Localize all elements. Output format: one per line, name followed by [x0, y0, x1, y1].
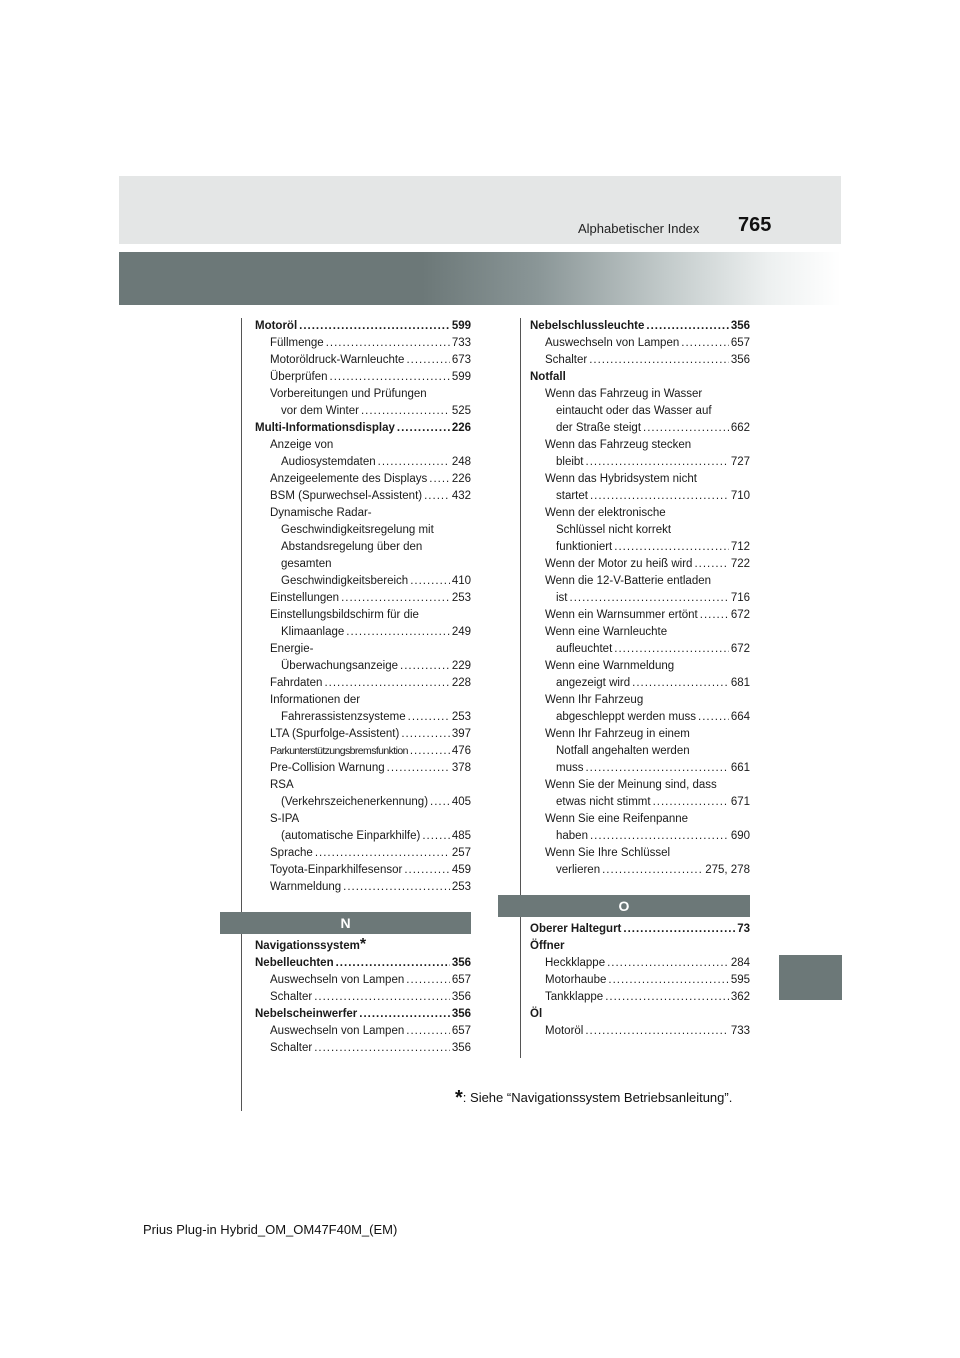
- index-entry: [530, 811, 750, 828]
- index-entry: [255, 437, 471, 454]
- index-entry: [255, 522, 471, 539]
- index-entry: [255, 862, 471, 879]
- footnote-text: : Siehe “Navigationssystem Betriebsanleitung”.: [462, 1090, 733, 1105]
- index-entry-page: 657: [451, 1025, 471, 1037]
- index-entry-text: Nebelleuchten: [255, 957, 334, 969]
- index-entry: [530, 352, 750, 369]
- index-entry: [530, 743, 750, 760]
- index-entry-text: Einstellungen: [270, 592, 340, 604]
- index-entry-text: Wenn der Motor zu heiß wird: [545, 558, 693, 570]
- index-entry: [255, 505, 471, 522]
- index-entry-text: Überwachungsanzeige: [281, 660, 398, 672]
- index-entry: [255, 743, 471, 760]
- index-entry-text: Geschwindigkeitsregelung mit: [281, 524, 434, 536]
- index-entry: [530, 420, 750, 437]
- index-entry: [530, 471, 750, 488]
- index-entry: [530, 318, 750, 335]
- index-entry-text: Wenn der elektronische: [545, 507, 666, 519]
- index-entry: [255, 539, 471, 556]
- index-entry: [530, 938, 750, 955]
- index-entry: [255, 811, 471, 828]
- index-entry: [255, 794, 471, 811]
- index-entry-page: 226: [451, 422, 471, 434]
- index-entry: [530, 641, 750, 658]
- index-entry-text: ist: [556, 592, 568, 604]
- dot-leader: [378, 454, 450, 471]
- index-entry-text: Wenn eine Warnmeldung: [545, 660, 675, 672]
- index-entry-page: 673: [451, 354, 471, 366]
- index-entry-text: Schalter: [270, 1042, 313, 1054]
- index-entry-page: 362: [730, 991, 750, 1003]
- dot-leader: [608, 972, 728, 989]
- dot-leader: [397, 420, 450, 437]
- index-entry: [255, 454, 471, 471]
- index-entry-page: 712: [730, 541, 750, 553]
- index-column-left-bottom: [255, 938, 471, 1057]
- index-entry-page: 356: [730, 320, 750, 332]
- index-entry: [530, 573, 750, 590]
- index-entry-page: 356: [451, 957, 471, 969]
- dot-leader: [361, 403, 450, 420]
- index-entry-page: 485: [451, 830, 471, 842]
- index-column-left-top: [255, 318, 471, 896]
- index-entry-page: 356: [451, 1042, 471, 1054]
- index-entry: [255, 777, 471, 794]
- index-entry-page: 253: [451, 592, 471, 604]
- dot-leader: [643, 420, 729, 437]
- index-entry-text: abgeschleppt werden muss: [556, 711, 696, 723]
- index-entry-text: (automatische Einparkhilfe): [281, 830, 421, 842]
- dot-leader: [359, 1006, 450, 1023]
- dot-leader: [632, 675, 729, 692]
- section-header-n: N: [220, 912, 471, 934]
- column-divider-middle: [520, 318, 521, 1058]
- index-entry: [530, 709, 750, 726]
- dot-leader: [401, 726, 449, 743]
- index-entry: [255, 386, 471, 403]
- index-entry-text: Pre-Collision Warnung: [270, 762, 385, 774]
- index-entry-text: Anzeige von: [270, 439, 334, 451]
- index-entry-text: Einstellungsbildschirm für die: [270, 609, 419, 621]
- index-entry: [530, 726, 750, 743]
- index-entry-navigationssystem: Navigationssystem *: [255, 936, 367, 953]
- dot-leader: [614, 539, 729, 556]
- index-column-right-top: [530, 318, 750, 879]
- index-entry-text: Wenn Ihr Fahrzeug: [545, 694, 644, 706]
- index-entry: [530, 369, 750, 386]
- index-entry-page: 727: [730, 456, 750, 468]
- index-entry-text: Notfall angehalten werden: [556, 745, 690, 757]
- index-entry-page: 356: [730, 354, 750, 366]
- index-entry-page: 228: [451, 677, 471, 689]
- index-entry-page: 599: [451, 320, 471, 332]
- index-entry-text: angezeigt wird: [556, 677, 631, 689]
- index-entry: [530, 454, 750, 471]
- index-entry-page: 671: [730, 796, 750, 808]
- index-entry-page: 73: [737, 923, 750, 935]
- index-entry: [255, 1023, 471, 1040]
- index-entry-text: Anzeigeelemente des Displays: [270, 473, 428, 485]
- index-entry: [255, 641, 471, 658]
- index-entry-text: Wenn Sie Ihre Schlüssel: [545, 847, 671, 859]
- dot-leader: [623, 921, 735, 938]
- index-entry: [255, 607, 471, 624]
- index-entry-page: 459: [451, 864, 471, 876]
- index-entry: [530, 845, 750, 862]
- index-entry: [530, 1023, 750, 1040]
- index-entry-text: Schalter: [270, 991, 313, 1003]
- index-entry-page: 410: [451, 575, 471, 587]
- index-entry: [255, 556, 471, 573]
- index-entry-page: 716: [730, 592, 750, 604]
- index-entry-text: Heckklappe: [545, 957, 606, 969]
- index-entry-text: Wenn das Hybridsystem nicht: [545, 473, 697, 485]
- index-entry-page: 476: [451, 745, 471, 757]
- index-entry: [255, 1040, 471, 1057]
- dot-leader: [589, 352, 729, 369]
- index-entry-page: 722: [730, 558, 750, 570]
- index-entry-text: gesamten: [281, 558, 332, 570]
- index-column-right-bottom: [530, 921, 750, 1040]
- dot-leader: [387, 760, 450, 777]
- index-entry-text: Oberer Haltegurt: [530, 923, 622, 935]
- index-entry-text: Klimaanlage: [281, 626, 345, 638]
- index-entry-text: LTA (Spurfolge-Assistent): [270, 728, 400, 740]
- dot-leader: [614, 641, 729, 658]
- dot-leader: [410, 573, 450, 590]
- index-entry: [530, 921, 750, 938]
- dot-leader: [700, 607, 729, 624]
- index-entry-text: aufleuchtet: [556, 643, 613, 655]
- index-entry-text: BSM (Spurwechsel-Assistent): [270, 490, 423, 502]
- index-entry-text: Schalter: [545, 354, 588, 366]
- index-entry: [255, 989, 471, 1006]
- index-entry-text: S-IPA: [270, 813, 300, 825]
- dot-leader: [408, 709, 450, 726]
- index-entry-text: Auswechseln von Lampen: [270, 1025, 405, 1037]
- dot-leader: [586, 454, 729, 471]
- index-entry-text: Motoröldruck-Warnleuchte: [270, 354, 405, 366]
- index-entry: [530, 624, 750, 641]
- index-entry-text: Wenn das Fahrzeug in Wasser: [545, 388, 703, 400]
- dot-leader: [410, 743, 450, 760]
- index-entry-text: Nebelschlussleuchte: [530, 320, 645, 332]
- index-entry: [530, 505, 750, 522]
- dot-leader: [406, 972, 450, 989]
- index-entry-text: (Verkehrszeichenerkennung): [281, 796, 429, 808]
- index-entry-page: 733: [451, 337, 471, 349]
- index-entry-text: Warnmeldung: [270, 881, 342, 893]
- dot-leader: [324, 675, 449, 692]
- index-entry-page: 672: [730, 643, 750, 655]
- index-entry: [530, 1006, 750, 1023]
- index-entry: [255, 624, 471, 641]
- dot-leader: [314, 989, 450, 1006]
- dot-leader: [314, 1040, 450, 1057]
- index-entry-page: 432: [451, 490, 471, 502]
- dot-leader: [406, 1023, 450, 1040]
- dot-leader: [681, 335, 729, 352]
- index-entry-page: 664: [730, 711, 750, 723]
- dot-leader: [341, 590, 450, 607]
- index-entry: [255, 318, 471, 335]
- index-entry-text: Vorbereitungen und Prüfungen: [270, 388, 427, 400]
- index-entry: [255, 335, 471, 352]
- page-number: 765: [738, 214, 772, 236]
- index-entry-text: Wenn das Fahrzeug stecken: [545, 439, 692, 451]
- index-entry-page: 378: [451, 762, 471, 774]
- index-entry-page: 405: [451, 796, 471, 808]
- index-entry-text: Wenn Sie der Meinung sind, dass: [545, 779, 717, 791]
- dot-leader: [343, 879, 450, 896]
- dot-leader: [694, 556, 728, 573]
- index-entry-text: Wenn Sie eine Reifenpanne: [545, 813, 689, 825]
- index-entry: [530, 692, 750, 709]
- index-entry-page: 672: [730, 609, 750, 621]
- footnote-star: *: [455, 1087, 463, 1109]
- dot-leader: [653, 794, 729, 811]
- index-entry: [255, 1006, 471, 1023]
- column-divider-left: [241, 318, 242, 1111]
- footnote: [455, 1087, 732, 1110]
- dot-leader: [585, 1023, 728, 1040]
- index-entry: [530, 335, 750, 352]
- index-entry-text: Tankklappe: [545, 991, 604, 1003]
- index-entry-page: 657: [730, 337, 750, 349]
- index-entry-page: 229: [451, 660, 471, 672]
- index-entry-text: Motorhaube: [545, 974, 607, 986]
- index-entry: [530, 556, 750, 573]
- index-entry-page: 356: [451, 991, 471, 1003]
- index-entry: [530, 386, 750, 403]
- index-entry-page: 733: [730, 1025, 750, 1037]
- index-entry: [255, 420, 471, 437]
- dot-leader: [326, 335, 450, 352]
- index-entry: [255, 709, 471, 726]
- index-entry-text: Dynamische Radar-: [270, 507, 372, 519]
- index-entry: [255, 879, 471, 896]
- dot-leader: [315, 845, 450, 862]
- index-entry-text: Navigationssystem: [255, 940, 360, 952]
- index-entry-page: 710: [730, 490, 750, 502]
- dot-leader: [602, 862, 703, 879]
- index-entry: [255, 972, 471, 989]
- dot-leader: [590, 828, 729, 845]
- index-entry-text: eintaucht oder das Wasser auf: [556, 405, 712, 417]
- index-entry-text: Wenn die 12-V-Batterie entladen: [545, 575, 712, 587]
- dot-leader: [430, 794, 450, 811]
- index-entry-text: Füllmenge: [270, 337, 324, 349]
- index-entry: [530, 658, 750, 675]
- index-entry-text: Motoröl: [545, 1025, 584, 1037]
- index-entry-text: Schlüssel nicht korrekt: [556, 524, 672, 536]
- index-entry: [255, 488, 471, 505]
- index-entry-page: 661: [730, 762, 750, 774]
- index-entry-page: 681: [730, 677, 750, 689]
- index-entry: [255, 471, 471, 488]
- index-entry: [255, 692, 471, 709]
- index-entry-page: 356: [451, 1008, 471, 1020]
- index-entry-text: der Straße steigt: [556, 422, 642, 434]
- index-entry: [530, 675, 750, 692]
- index-entry: [530, 607, 750, 624]
- index-entry-text: Toyota-Einparkhilfesensor: [270, 864, 403, 876]
- index-entry-page: 275, 278: [705, 864, 750, 876]
- index-entry: [255, 658, 471, 675]
- index-entry-text: Sprache: [270, 847, 313, 859]
- index-entry-text: Motoröl: [255, 320, 298, 332]
- index-entry-text: startet: [556, 490, 588, 502]
- index-entry: [530, 972, 750, 989]
- index-entry: [255, 369, 471, 386]
- index-entry-page: 226: [451, 473, 471, 485]
- dot-leader: [422, 828, 449, 845]
- index-entry-text: Geschwindigkeitsbereich: [281, 575, 409, 587]
- index-entry: [530, 777, 750, 794]
- index-entry-text: etwas nicht stimmt: [556, 796, 651, 808]
- index-entry: [530, 590, 750, 607]
- index-entry: [530, 522, 750, 539]
- dot-leader: [646, 318, 728, 335]
- dot-leader: [429, 471, 450, 488]
- index-entry-text: vor dem Winter: [281, 405, 359, 417]
- index-entry-page: 284: [730, 957, 750, 969]
- index-entry-page: 248: [451, 456, 471, 468]
- index-entry-page: 599: [451, 371, 471, 383]
- dot-leader: [299, 318, 450, 335]
- index-entry-text: muss: [556, 762, 584, 774]
- dot-leader: [590, 488, 729, 505]
- index-entry-page: 595: [730, 974, 750, 986]
- dot-leader: [605, 989, 729, 1006]
- dot-leader: [406, 352, 449, 369]
- index-entry-page: 249: [451, 626, 471, 638]
- index-entry-text: RSA: [270, 779, 294, 791]
- index-entry-text: Audiosystemdaten: [281, 456, 376, 468]
- chapter-gradient-band: [119, 252, 841, 305]
- index-entry-text: bleibt: [556, 456, 584, 468]
- index-entry: [255, 828, 471, 845]
- index-entry: [530, 437, 750, 454]
- index-entry-text: Wenn Ihr Fahrzeug in einem: [545, 728, 690, 740]
- index-entry: [530, 760, 750, 777]
- index-entry: [530, 955, 750, 972]
- index-entry: [530, 488, 750, 505]
- index-entry: [255, 760, 471, 777]
- index-entry: [530, 794, 750, 811]
- index-entry-page: 525: [451, 405, 471, 417]
- dot-leader: [570, 590, 729, 607]
- index-entry-page: 657: [451, 974, 471, 986]
- index-entry-text: Wenn ein Warnsummer ertönt: [545, 609, 698, 621]
- index-entry: [255, 726, 471, 743]
- index-entry-text: verlieren: [556, 864, 601, 876]
- index-entry-page: 662: [730, 422, 750, 434]
- section-header-o: O: [498, 895, 750, 917]
- index-entry: [530, 403, 750, 420]
- index-entry-page: 397: [451, 728, 471, 740]
- index-entry-text: funktioniert: [556, 541, 613, 553]
- index-entry-page: 257: [451, 847, 471, 859]
- dot-leader: [424, 488, 450, 505]
- index-entry-text: Energie-: [270, 643, 314, 655]
- dot-leader: [330, 369, 450, 386]
- index-entry: [255, 352, 471, 369]
- index-entry-text: Wenn eine Warnleuchte: [545, 626, 668, 638]
- index-entry-text: Notfall: [530, 371, 566, 383]
- dot-leader: [698, 709, 729, 726]
- dot-leader: [585, 760, 728, 777]
- index-entry-text: Öffner: [530, 940, 565, 952]
- index-entry: [530, 828, 750, 845]
- index-entry: [255, 955, 471, 972]
- index-entry: [255, 675, 471, 692]
- index-entry-text: Fahrerassistenzsysteme: [281, 711, 406, 723]
- index-entry-text: Nebelscheinwerfer: [255, 1008, 358, 1020]
- dot-leader: [607, 955, 729, 972]
- index-entry-page: 253: [451, 711, 471, 723]
- header-band: [119, 176, 841, 244]
- index-entry-text: Überprüfen: [270, 371, 328, 383]
- index-entry-page: 690: [730, 830, 750, 842]
- index-entry: [530, 862, 750, 879]
- index-entry-text: haben: [556, 830, 588, 842]
- index-entry: [255, 573, 471, 590]
- index-entry: [530, 539, 750, 556]
- index-entry: [255, 845, 471, 862]
- dot-leader: [400, 658, 450, 675]
- index-entry-text: Öl: [530, 1008, 543, 1020]
- index-entry-text: Parkunterstützungsbremsfunktion: [270, 745, 408, 757]
- index-entry-text: Auswechseln von Lampen: [545, 337, 680, 349]
- index-entry-text: Abstandsregelung über den: [281, 541, 423, 553]
- index-entry: [255, 403, 471, 420]
- dot-leader: [404, 862, 449, 879]
- dot-leader: [346, 624, 450, 641]
- index-entry: [530, 989, 750, 1006]
- index-entry-page: 253: [451, 881, 471, 893]
- footer-doc-id: Prius Plug-in Hybrid_OM_OM47F40M_(EM): [143, 1222, 398, 1237]
- index-entry: [255, 590, 471, 607]
- index-entry-text: Auswechseln von Lampen: [270, 974, 405, 986]
- index-entry-text: Informationen der: [270, 694, 361, 706]
- index-entry-text: Fahrdaten: [270, 677, 323, 689]
- index-entry-text: Multi-Informationsdisplay: [255, 422, 395, 434]
- chapter-side-tab: [779, 955, 842, 1000]
- header-title: Alphabetischer Index: [578, 221, 700, 236]
- dot-leader: [336, 955, 450, 972]
